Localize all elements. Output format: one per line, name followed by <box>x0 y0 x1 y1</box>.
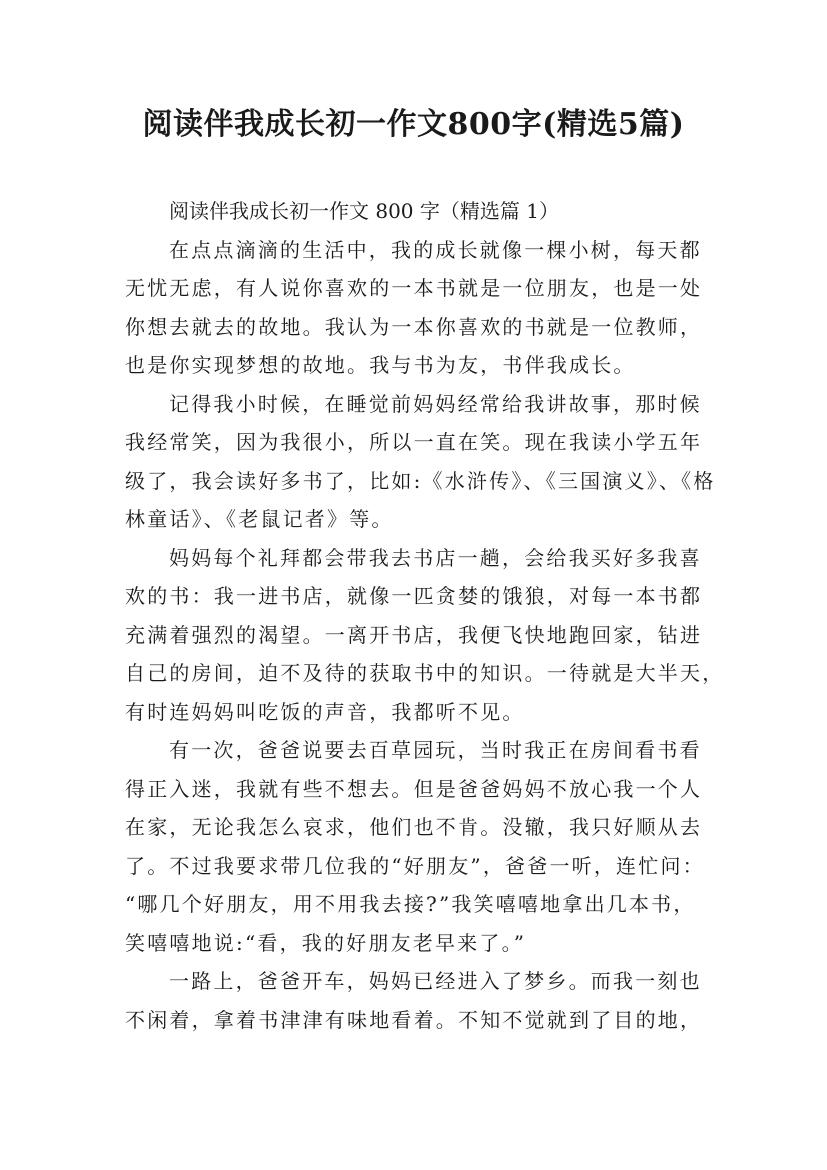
text-line: 妈妈每个礼拜都会带我去书店一趟，会给我买好多我喜 <box>169 545 702 570</box>
text-line: 在点点滴滴的生活中，我的成长就像一棵小树，每天都 <box>169 237 702 262</box>
paragraph <box>125 731 715 962</box>
text-line: 笑嘻嘻地说:“看，我的好朋友老早来了。” <box>125 930 527 955</box>
text-line: 充满着强烈的渴望。一离开书店，我便飞快地跑回家，钻进 <box>125 622 703 647</box>
text-line: 在家，无论我怎么哀求，他们也不肯。没辙，我只好顺从去 <box>125 815 703 839</box>
text-line: 一路上，爸爸开车，妈妈已经进入了梦乡。而我一刻也 <box>169 969 702 993</box>
paragraph <box>125 385 715 539</box>
text-line: 自己的房间，迫不及待的获取书中的知识。一待就是大半天， <box>125 661 725 685</box>
text-line: 记得我小时候，在睡觉前妈妈经常给我讲故事，那时候 <box>169 391 702 416</box>
text-line: 有一次，爸爸说要去百草园玩，当时我正在房间看书看 <box>169 738 702 762</box>
text-line: 级了，我会读好多书了，比如:《水浒传》、《三国演义》、《格 <box>125 468 716 493</box>
paragraph-list <box>125 231 725 1040</box>
text-line: 欢的书：我一进书店，就像一匹贪婪的饿狼，对每一本书都 <box>125 584 703 608</box>
text-line: “哪几个好朋友，用不用我去接?”我笑嘻嘻地拿出几本书， <box>125 892 696 916</box>
text-line: 我经常笑，因为我很小，所以一直在笑。现在我读小学五年 <box>125 430 703 454</box>
text-line: 了。不过我要求带几位我的“好朋友”，爸爸一听，连忙问： <box>125 853 705 878</box>
paragraph <box>125 962 715 1039</box>
text-line: 林童话》、《老鼠记者》等。 <box>125 507 394 531</box>
document-body <box>125 192 725 1039</box>
text-line: 有时连妈妈叫吃饭的声音，我都听不见。 <box>125 699 525 724</box>
text-line: 也是你实现梦想的故地。我与书为友，书伴我成长。 <box>125 353 636 377</box>
text-line: 无忧无虑，有人说你喜欢的一本书就是一位朋友，也是一处 <box>125 276 703 300</box>
section-heading: 阅读伴我成长初一作文 800 字（精选篇 1） <box>169 199 559 223</box>
paragraph <box>125 231 715 385</box>
text-line: 你想去就去的故地。我认为一本你喜欢的书就是一位教师， <box>125 314 703 339</box>
text-line: 不闲着，拿着书津津有味地看着。不知不觉就到了目的地， <box>125 1007 703 1032</box>
document-title: 阅读伴我成长初一作文800字(精选5篇) <box>142 107 685 142</box>
paragraph <box>125 539 725 732</box>
text-line: 得正入迷，我就有些不想去。但是爸爸妈妈不放心我一个人 <box>125 776 703 801</box>
